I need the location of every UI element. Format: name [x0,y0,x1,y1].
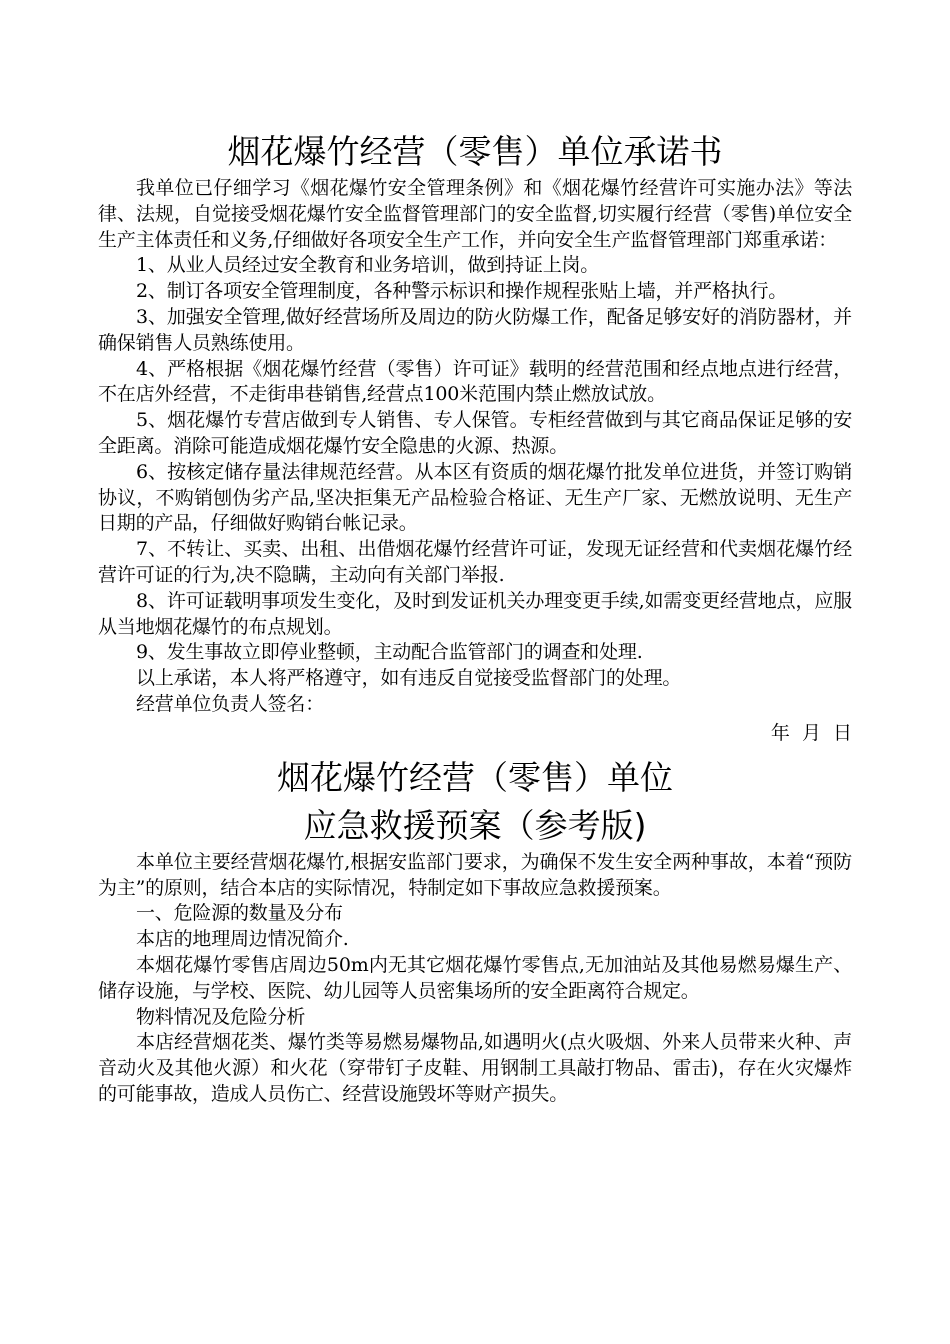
commitment-title: 烟花爆竹经营（零售）单位承诺书 [227,132,723,171]
date-line: 年 月 日 [770,721,852,744]
plan-paragraph: 本店的地理周边情况简介. [136,928,349,951]
plan-title-line1: 烟花爆竹经营（零售）单位 [277,757,673,797]
plan-paragraph: 本店经营烟花类、爆竹类等易燃易爆物品,如遇明火(点火吸烟、外来人员带来火种、声音动火及其他火源）和火花（穿带钉子皮鞋、用钢制工具敲打物品、雷击)，存在火灾爆炸的可能事故，造成人员伤亡、经营设施毁坏等财产损失。 [98,1031,852,1105]
commitment-item-9: 9、发生事故立即停业整顿，主动配合监管部门的调查和处理. [136,641,643,664]
plan-subheading: 物料情况及危险分析 [136,1005,306,1028]
plan-title-line2: 应急救援预案（参考版) [303,805,647,845]
commitment-item-2: 2、制订各项安全管理制度，各种警示标识和操作规程张贴上墙，并严格执行。 [136,280,788,303]
commitment-item-5: 5、烟花爆竹专营店做到专人销售、专人保管。专柜经营做到与其它商品保证足够的安全距离。消除可能造成烟花爆竹安全隐患的火源、热源。 [98,409,852,457]
plan-paragraph: 本烟花爆竹零售店周边50m内无其它烟花爆竹零售点,无加油站及其他易燃易爆生产、储存设施，与学校、医院、幼儿园等人员密集场所的安全距离符合规定。 [98,953,852,1002]
commitment-item-4: 4、严格根据《烟花爆竹经营（零售）许可证》载明的经营范围和经点地点进行经营，不在店外经营，不走街串巷销售,经营点100米范围内禁止燃放试放。 [98,357,852,406]
document-page [98,128,852,1108]
plan-paragraph: 本单位主要经营烟花爆竹,根据安监部门要求，为确保不发生安全两种事故，本着“预防为主”的原则，结合本店的实际情况，特制定如下事故应急救援预案。 [98,850,852,899]
commitment-item-8: 8、许可证载明事项发生变化，及时到发证机关办理变更手续,如需变更经营地点，应服从当地烟花爆竹的布点规划。 [98,589,852,638]
signature-line: 经营单位负责人签名： [136,692,325,715]
commitment-item-6: 6、按核定储存量法律规范经营。从本区有资质的烟花爆竹批发单位进货，并签订购销协议，不购销刨伪劣产品,坚决拒集无产品检验合格证、无生产厂家、无燃放说明、无生产日期的产品，仔细做好购销台帐记录。 [98,460,852,535]
plan-section-heading: 一、危险源的数量及分布 [136,902,343,925]
commitment-closing: 以上承诺，本人将严格遵守，如有违反自觉接受监督部门的处理。 [136,667,682,690]
commitment-item-3: 3、加强安全管理,做好经营场所及周边的防火防爆工作，配备足够安好的消防器材，并确保销售人员熟练使用。 [98,305,852,354]
commitment-item-7: 7、不转让、买卖、出租、出借烟花爆竹经营许可证，发现无证经营和代卖烟花爆竹经营许可证的行为,决不隐瞒，主动向有关部门举报. [98,538,852,586]
commitment-intro: 我单位已仔细学习《烟花爆竹安全管理条例》和《烟花爆竹经营许可实施办法》等法律、法规，自觉接受烟花爆竹安全监督管理部门的安全监督,切实履行经营（零售)单位安全生产主体责任和义务,仔细做好各项安全生产工作，并向安全生产监督管理部门郑重承诺： [98,177,852,251]
commitment-item-1: 1、从业人员经过安全教育和业务培训，做到持证上岗。 [136,254,600,277]
